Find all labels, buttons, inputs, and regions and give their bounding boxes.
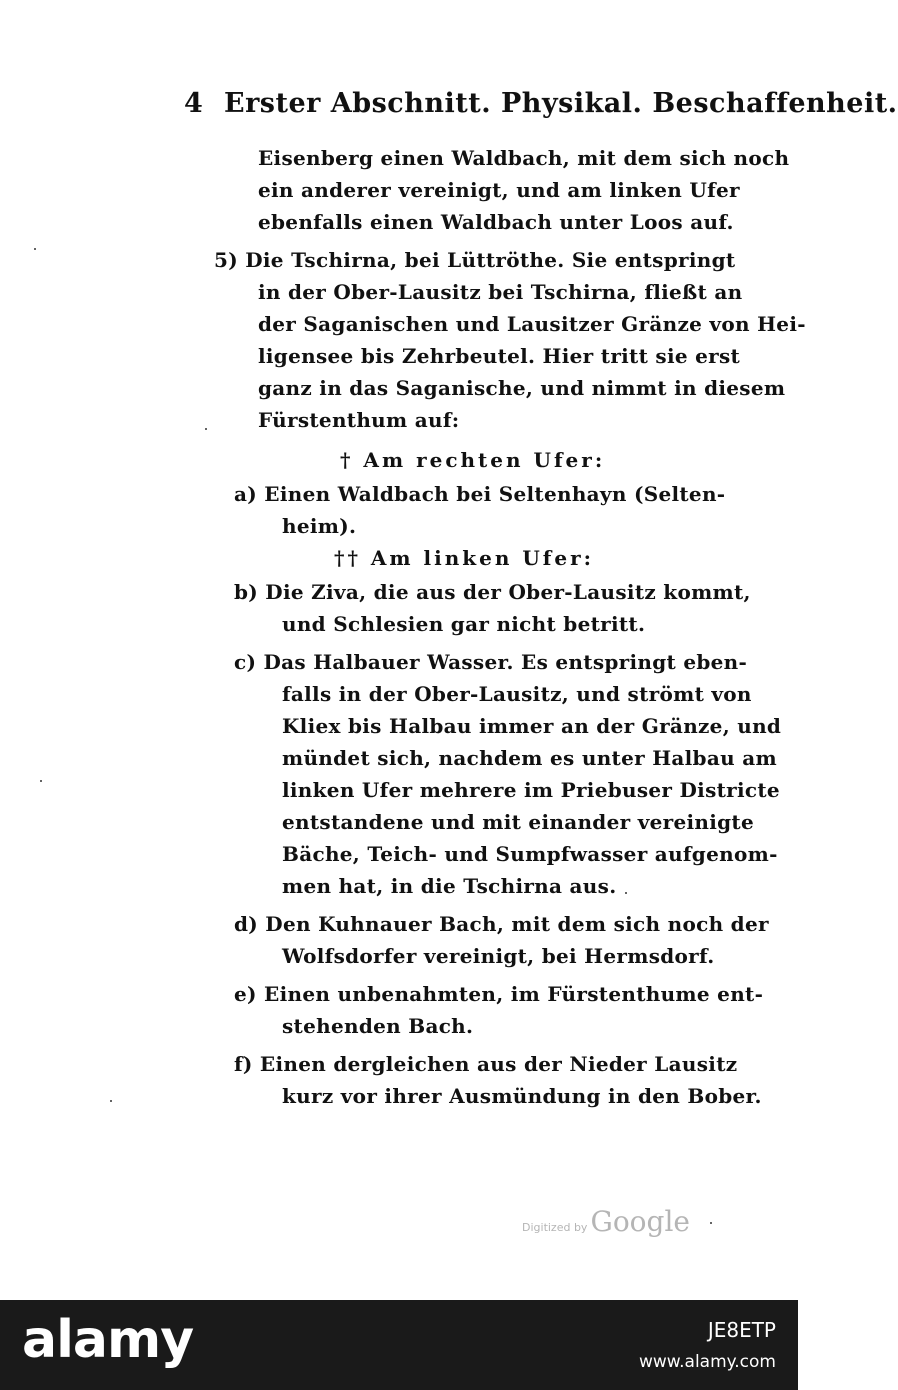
text-line: ebenfalls einen Waldbach unter Loos auf. <box>258 210 734 234</box>
subheading-left-bank: †† Am linken Ufer: <box>334 546 595 570</box>
text-line: men hat, in die Tschirna aus. <box>282 874 617 898</box>
text-line: ligensee bis Zehrbeutel. Hier tritt sie erst <box>258 344 741 368</box>
digitized-by-label: Digitized by <box>522 1221 588 1234</box>
text-line: in der Ober-Lausitz bei Tschirna, fließt an <box>258 280 743 304</box>
running-title: Erster Abschnitt. Physikal. Beschaffenheit. <box>224 88 898 119</box>
text-line: Eisenberg einen Waldbach, mit dem sich noch <box>258 146 790 170</box>
text-line: c) Das Halbauer Wasser. Es entspringt eben- <box>234 650 748 674</box>
image-id: JE8ETP <box>707 1318 776 1342</box>
paper-speck <box>110 1100 112 1102</box>
text-line: heim). <box>282 514 357 538</box>
text-line: ein anderer vereinigt, und am linken Ufer <box>258 178 740 202</box>
paper-speck <box>34 248 36 250</box>
text-line: Fürstenthum auf: <box>258 408 460 432</box>
text-line: und Schlesien gar nicht betritt. <box>282 612 646 636</box>
stock-url: www.alamy.com <box>638 1352 776 1372</box>
text-line: der Saganischen und Lausitzer Gränze von Hei- <box>258 312 806 336</box>
text-line: d) Den Kuhnauer Bach, mit dem sich noch der <box>234 912 769 936</box>
text-line: b) Die Ziva, die aus der Ober-Lausitz kommt, <box>234 580 751 604</box>
paper-speck <box>625 892 627 894</box>
text-line: Wolfsdorfer vereinigt, bei Hermsdorf. <box>282 944 715 968</box>
running-header <box>184 88 898 124</box>
paper-speck <box>710 1222 712 1224</box>
alamy-logo: alamy <box>22 1310 194 1370</box>
text-line: stehenden Bach. <box>282 1014 474 1038</box>
text-line: entstandene und mit einander vereinigte <box>282 810 754 834</box>
text-line: e) Einen unbenahmten, im Fürstenthume ent- <box>234 982 764 1006</box>
google-wordmark: Google <box>590 1205 690 1238</box>
text-line: ganz in das Saganische, und nimmt in diesem <box>258 376 786 400</box>
text-line: 5) Die Tschirna, bei Lüttröthe. Sie entspringt <box>214 248 736 272</box>
text-line: Kliex bis Halbau immer an der Gränze, und <box>282 714 782 738</box>
digitized-by-google-watermark <box>522 1205 690 1245</box>
page-number: 4 <box>184 88 204 119</box>
text-line: Bäche, Teich- und Sumpfwasser aufgenom- <box>282 842 778 866</box>
text-line: f) Einen dergleichen aus der Nieder Lausitz <box>234 1052 738 1076</box>
paper-speck <box>40 780 42 782</box>
text-line: falls in der Ober-Lausitz, und strömt von <box>282 682 752 706</box>
paper-speck <box>205 428 207 430</box>
subheading-right-bank: † Am rechten Ufer: <box>340 448 606 472</box>
text-line: mündet sich, nachdem es unter Halbau am <box>282 746 777 770</box>
text-line: linken Ufer mehrere im Priebuser Districte <box>282 778 780 802</box>
text-line: a) Einen Waldbach bei Seltenhayn (Selten- <box>234 482 726 506</box>
text-line: kurz vor ihrer Ausmündung in den Bober. <box>282 1084 762 1108</box>
stock-photo-banner <box>0 1300 798 1390</box>
